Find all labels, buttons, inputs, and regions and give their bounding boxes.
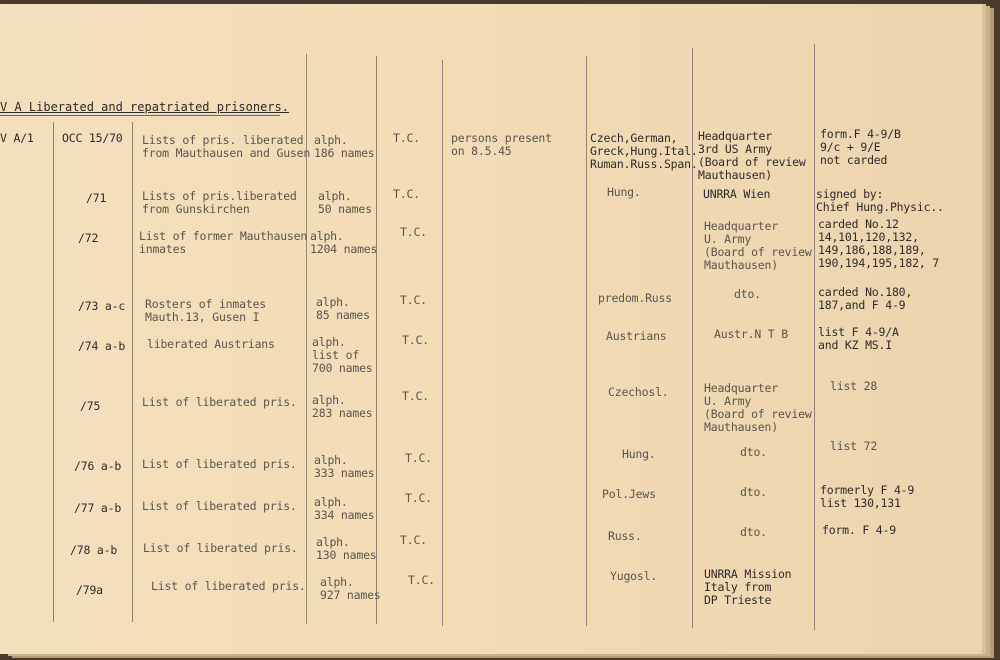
- row-source: dto.: [740, 525, 767, 539]
- row-notes: list 72: [830, 439, 878, 453]
- row-title: List of liberated pris.: [151, 579, 306, 593]
- index-card-page: [0, 4, 982, 654]
- row-ref: OCC 15/70: [62, 131, 123, 145]
- row-nationality: Yugosl.: [610, 569, 658, 583]
- column-rule: [586, 56, 587, 626]
- row-order: alph. 186 names: [314, 133, 375, 160]
- row-source: UNRRA Mission Italy from DP Trieste: [704, 567, 792, 607]
- row-nationality: Hung.: [622, 447, 656, 461]
- row-notes: form.F 4-9/B 9/c + 9/E not carded: [820, 127, 901, 167]
- row-lang: T.C.: [405, 491, 432, 505]
- row-lang: T.C.: [400, 533, 427, 547]
- row-title: Rosters of inmates Mauth.13, Gusen I: [145, 297, 267, 324]
- heading-underline: [0, 115, 280, 116]
- row-source: Headquarter U. Army (Board of review Mauthausen): [704, 219, 812, 272]
- row-source: UNRRA Wien: [703, 187, 771, 201]
- row-remarks: persons present on 8.5.45: [451, 131, 552, 158]
- row-order: alph. 1204 names: [310, 229, 378, 256]
- row-nationality: Hung.: [607, 185, 641, 199]
- column-rule: [814, 44, 815, 630]
- row-source: Headquarter U. Army (Board of review Mauthausen): [704, 381, 812, 434]
- row-order: alph. 333 names: [314, 453, 375, 480]
- row-lang: T.C.: [393, 131, 420, 145]
- column-rule: [53, 122, 54, 622]
- row-lang: T.C.: [402, 333, 429, 347]
- row-source: dto.: [734, 287, 761, 301]
- row-order: alph. list of 700 names: [312, 335, 373, 375]
- row-notes: formerly F 4-9 list 130,131: [820, 483, 915, 510]
- row-nationality: Austrians: [606, 329, 667, 343]
- row-order: alph. 283 names: [312, 393, 373, 420]
- row-title: Lists of pris. liberated from Mauthausen and Gusen: [142, 133, 311, 160]
- row-nationality: Czech,German, Greck,Hung.Ital. Ruman.Russ.Span.: [590, 131, 698, 171]
- row-ref: /74 a-b: [78, 339, 126, 353]
- row-ref: /79a: [76, 583, 103, 597]
- row-notes: form. F 4-9: [822, 523, 896, 537]
- section-heading: V A Liberated and repatriated prisoners.: [0, 100, 289, 114]
- row-title: List of liberated pris.: [142, 395, 297, 409]
- row-ref: /76 a-b: [74, 459, 122, 473]
- row-title: liberated Austrians: [147, 337, 275, 351]
- row-ref: /73 a-c: [78, 299, 126, 313]
- row-order: alph. 50 names: [318, 189, 372, 216]
- row-source: Headquarter 3rd US Army (Board of review Mauthausen): [698, 129, 806, 182]
- row-ref: /78 a-b: [70, 543, 118, 557]
- row-lang: T.C.: [402, 389, 429, 403]
- row-source: dto.: [740, 485, 767, 499]
- row-group: V A/1: [0, 131, 34, 145]
- row-order: alph. 334 names: [314, 495, 375, 522]
- row-ref: /77 a-b: [74, 501, 122, 515]
- row-nationality: Pol.Jews: [602, 487, 656, 501]
- row-title: Lists of pris.liberated from Gunskirchen: [142, 189, 297, 216]
- row-ref: /75: [80, 399, 101, 413]
- row-notes: signed by: Chief Hung.Physic..: [816, 187, 944, 214]
- row-notes: list F 4-9/A and KZ MS.I: [818, 325, 899, 352]
- row-nationality: Czechosl.: [608, 385, 669, 399]
- column-rule: [132, 122, 133, 622]
- row-nationality: Russ.: [608, 529, 642, 543]
- row-order: alph. 927 names: [320, 575, 381, 602]
- row-notes: carded No.12 14,101,120,132, 149,186,188,189, 190,194,195,182, 7: [818, 217, 940, 270]
- row-source: Austr.N T B: [714, 327, 788, 341]
- row-order: alph. 85 names: [316, 295, 370, 322]
- row-lang: T.C.: [400, 225, 427, 239]
- row-lang: T.C.: [400, 293, 427, 307]
- row-order: alph. 130 names: [316, 535, 377, 562]
- row-lang: T.C.: [393, 187, 420, 201]
- row-lang: T.C.: [408, 573, 435, 587]
- row-lang: T.C.: [405, 451, 432, 465]
- row-ref: /71: [86, 191, 107, 205]
- row-notes: list 28: [830, 379, 878, 393]
- row-title: List of liberated pris.: [142, 499, 297, 513]
- column-rule: [442, 60, 443, 626]
- row-title: List of liberated pris.: [142, 457, 297, 471]
- row-nationality: predom.Russ: [598, 291, 672, 305]
- row-source: dto.: [740, 445, 767, 459]
- row-title: List of liberated pris.: [143, 541, 298, 555]
- row-title: List of former Mauthausen inmates: [139, 229, 308, 256]
- row-notes: carded No.180, 187,and F 4-9: [818, 285, 913, 312]
- row-ref: /72: [78, 231, 99, 245]
